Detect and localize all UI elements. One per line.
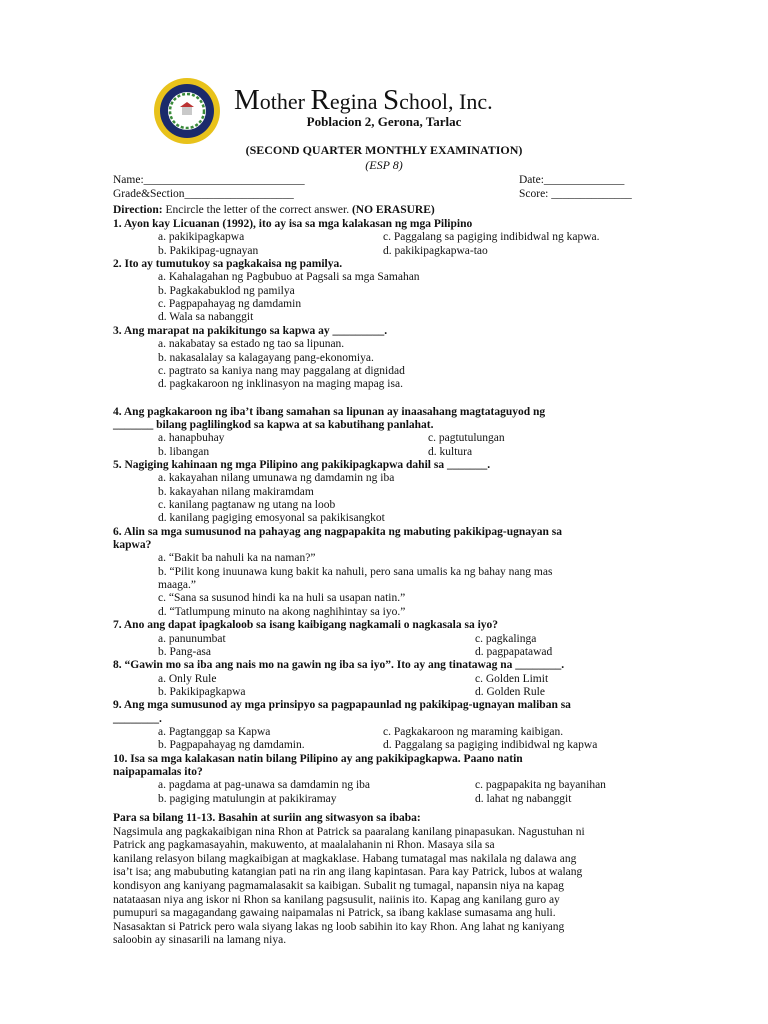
question-10-choice[interactable]: a. pagdama at pag-unawa sa damdamin ng iba (158, 779, 371, 792)
question-8-choice[interactable]: b. Pakikipagkapwa (158, 685, 246, 698)
grade-section-field[interactable]: Grade&Section___________________ (113, 188, 294, 200)
passage-heading: Para sa bilang 11-13. Basahin at suriin ang sitwasyon sa ibaba: (113, 812, 421, 824)
name-field[interactable]: Name:____________________________ (113, 174, 305, 186)
question-7-choice[interactable]: a. panunumbat (158, 632, 226, 645)
question-5-text: 5. Nagiging kahinaan ng mga Pilipino ang pakikipagkapwa dahil sa _______. (113, 458, 491, 471)
question-10-choice[interactable]: d. lahat ng nabanggit (475, 792, 572, 805)
school-name (234, 84, 493, 117)
question-7-choice[interactable]: d. pagpapatawad (475, 645, 553, 658)
question-1-choice[interactable]: d. pakikipagkapwa-tao (383, 244, 488, 257)
school-name-part: other (259, 89, 311, 114)
question-6-choice[interactable]: maaga.” (158, 579, 196, 592)
question-3-choice[interactable]: a. nakabatay sa estado ng tao sa lipunan. (158, 338, 345, 351)
question-4-choice[interactable]: c. pagtutulungan (428, 432, 505, 445)
question-9-choice[interactable]: d. Paggalang sa pagiging indibidwal ng kapwa (383, 739, 598, 752)
question-2-choice[interactable]: b. Pagkakabuklod ng pamilya (158, 284, 295, 297)
question-2-choice[interactable]: c. Pagpapahayag ng damdamin (158, 298, 302, 311)
question-3-choice[interactable]: b. nakasalalay sa kalagayang pang-ekonomiya. (158, 351, 374, 364)
direction-text: Encircle the letter of the correct answer. (162, 204, 352, 216)
question-5-choice[interactable]: c. kanilang pagtanaw ng utang na loob (158, 499, 336, 511)
question-7-text: 7. Ano ang dapat ipagkaloob sa isang kaibigang nagkamali o nagkasala sa iyo? (113, 619, 499, 632)
question-8-choice[interactable]: d. Golden Rule (475, 685, 545, 698)
question-9-choice[interactable]: a. Pagtanggap sa Kapwa (158, 725, 271, 738)
question-9-choice[interactable]: c. Pagkakaroon ng maraming kaibigan. (383, 725, 564, 738)
question-8-choice[interactable]: c. Golden Limit (475, 672, 549, 685)
school-name-initial: M (234, 84, 260, 116)
question-9-text: 9. Ang mga sumusunod ay mga prinsipyo sa pagpapaunlad ng pakikipag-ugnayan maliban sa (113, 699, 571, 712)
school-address: Poblacion 2, Gerona, Tarlac (306, 114, 462, 129)
question-10-choice[interactable]: b. pagiging matulungin at pakikiramay (158, 792, 337, 805)
direction-label: Direction: (113, 204, 163, 216)
passage-line: kanilang relasyon bilang magkaibigan at magkaklase. Habang tumatagal mas nakilala ng dalawa ang (113, 852, 577, 865)
question-10-choice[interactable]: c. pagpapakita ng bayanihan (475, 779, 606, 792)
question-4-choice[interactable]: a. hanapbuhay (158, 432, 225, 445)
direction-line (113, 204, 435, 217)
question-2-text: 2. Ito ay tumutukoy sa pagkakaisa ng pamilya. (113, 258, 343, 271)
question-5-choice[interactable]: a. kakayahan nilang umunawa ng damdamin ng iba (158, 472, 395, 485)
question-7-choice[interactable]: c. pagkalinga (475, 632, 537, 645)
date-field[interactable]: Date:______________ (519, 174, 625, 186)
question-4-text: _______ bilang paglilingkod sa kapwa at sa kabutihang panlahat. (113, 418, 434, 431)
question-1-choice[interactable]: c. Paggalang sa pagiging indibidwal ng kapwa. (383, 231, 600, 244)
question-6-text: kapwa? (113, 539, 152, 552)
school-name-part: chool, Inc. (399, 89, 493, 114)
question-4-text: 4. Ang pagkakaroon ng iba’t ibang samahan sa lipunan ay inaasahang magtataguyod ng (113, 405, 546, 418)
passage-line: isa’t isa; ang mabubuting katangian pati na rin ang ilang kapintasan. Para kay Patrick, lubos at walang (113, 866, 583, 879)
question-4-choice[interactable]: d. kultura (428, 445, 473, 458)
passage-line: kondisyon ang kaniyang pagmamalasakit sa kaibigan. Subalit ng tumagal, napansin niya na kapag (113, 880, 564, 892)
question-6-text: 6. Alin sa mga sumusunod na pahayag ang nagpapakita ng mabuting pakikipag-ugnayan sa (113, 525, 562, 538)
subject-label: (ESP 8) (365, 158, 403, 172)
question-2-choice[interactable]: d. Wala sa nabanggit (158, 311, 254, 324)
question-5-choice[interactable]: b. kakayahan nilang makiramdam (158, 485, 314, 498)
question-3-choice[interactable]: c. pagtrato sa kaniya nang may paggalang at dignidad (158, 364, 405, 377)
question-5-choice[interactable]: d. kanilang pagiging emosyonal sa pakikisangkot (158, 512, 385, 525)
question-4-choice[interactable]: b. libangan (158, 445, 210, 458)
school-name-initial: R (310, 84, 330, 116)
question-9-choice[interactable]: b. Pagpapahayag ng damdamin. (158, 739, 305, 752)
passage-line: Nasasaktan si Patrick pero wala siyang lakas ng loob sabihin ito kay Rhon. Ang lahat ng kaniyang (113, 920, 565, 933)
question-2-choice[interactable]: a. Kahalagahan ng Pagbubuo at Pagsali sa mga Samahan (158, 271, 420, 284)
question-1-choice[interactable]: a. pakikipagkapwa (158, 231, 245, 244)
question-10-text: naipapamalas ito? (113, 766, 203, 778)
exam-title: (SECOND QUARTER MONTHLY EXAMINATION) (245, 143, 523, 157)
question-9-text: ________. (113, 712, 162, 725)
question-7-choice[interactable]: b. Pang-asa (158, 645, 212, 658)
passage-line: pumupuri sa magagandang gawaing naipamalas ni Patrick, sa ibang kaklase sumasama ang huli. (113, 907, 556, 920)
question-3-choice[interactable]: d. pagkakaroon ng inklinasyon na maging mapag isa. (158, 378, 403, 391)
question-6-choice[interactable]: c. “Sana sa susunod hindi ka na huli sa usapan natin.” (158, 592, 406, 605)
passage-line: saloobin ay sinasarili na lamang niya. (113, 934, 287, 947)
question-3-text: 3. Ang marapat na pakikitungo sa kapwa ay _________. (113, 324, 388, 337)
passage-line: natataasan niya ang iskor ni Rhon sa kanilang pagsusulit, naiinis ito. Kapag ang kanilang guro ay (113, 893, 560, 906)
score-field[interactable]: Score: ______________ (519, 188, 632, 200)
question-8-text: 8. “Gawin mo sa iba ang nais mo na gawin ng iba sa iyo”. Ito ay ang tinatawag na ________. (113, 659, 565, 672)
question-1-text: 1. Ayon kay Licuanan (1992), ito ay isa sa mga kalakasan ng mga Pilipino (113, 218, 473, 230)
question-10-text: 10. Isa sa mga kalakasan natin bilang Pilipino ay ang pakikipagkapwa. Paano natin (113, 752, 523, 765)
passage-line: Nagsimula ang pagkakaibigan nina Rhon at Patrick sa paaralang kanilang pinapasukan. Nagustuhan ni (113, 825, 585, 838)
school-name-part: egina (329, 89, 383, 114)
question-8-choice[interactable]: a. Only Rule (158, 672, 217, 685)
passage-line: Patrick ang pagkamasayahin, makuwento, at maalalahanin ni Rhon. Masaya sila sa (113, 839, 495, 852)
direction-note: (NO ERASURE) (351, 204, 435, 216)
question-6-choice[interactable]: d. “Tatlumpung minuto na akong naghihintay sa iyo.” (158, 605, 406, 618)
school-seal-logo (153, 77, 221, 145)
question-6-choice[interactable]: a. “Bakit ba nahuli ka na naman?” (158, 552, 316, 565)
question-6-choice[interactable]: b. “Pilit kong inuunawa kung bakit ka nahuli, pero sana umalis ka ng bahay nang mas (158, 565, 553, 578)
school-name-initial: S (383, 84, 400, 116)
question-1-choice[interactable]: b. Pakikipag-ugnayan (158, 244, 259, 257)
